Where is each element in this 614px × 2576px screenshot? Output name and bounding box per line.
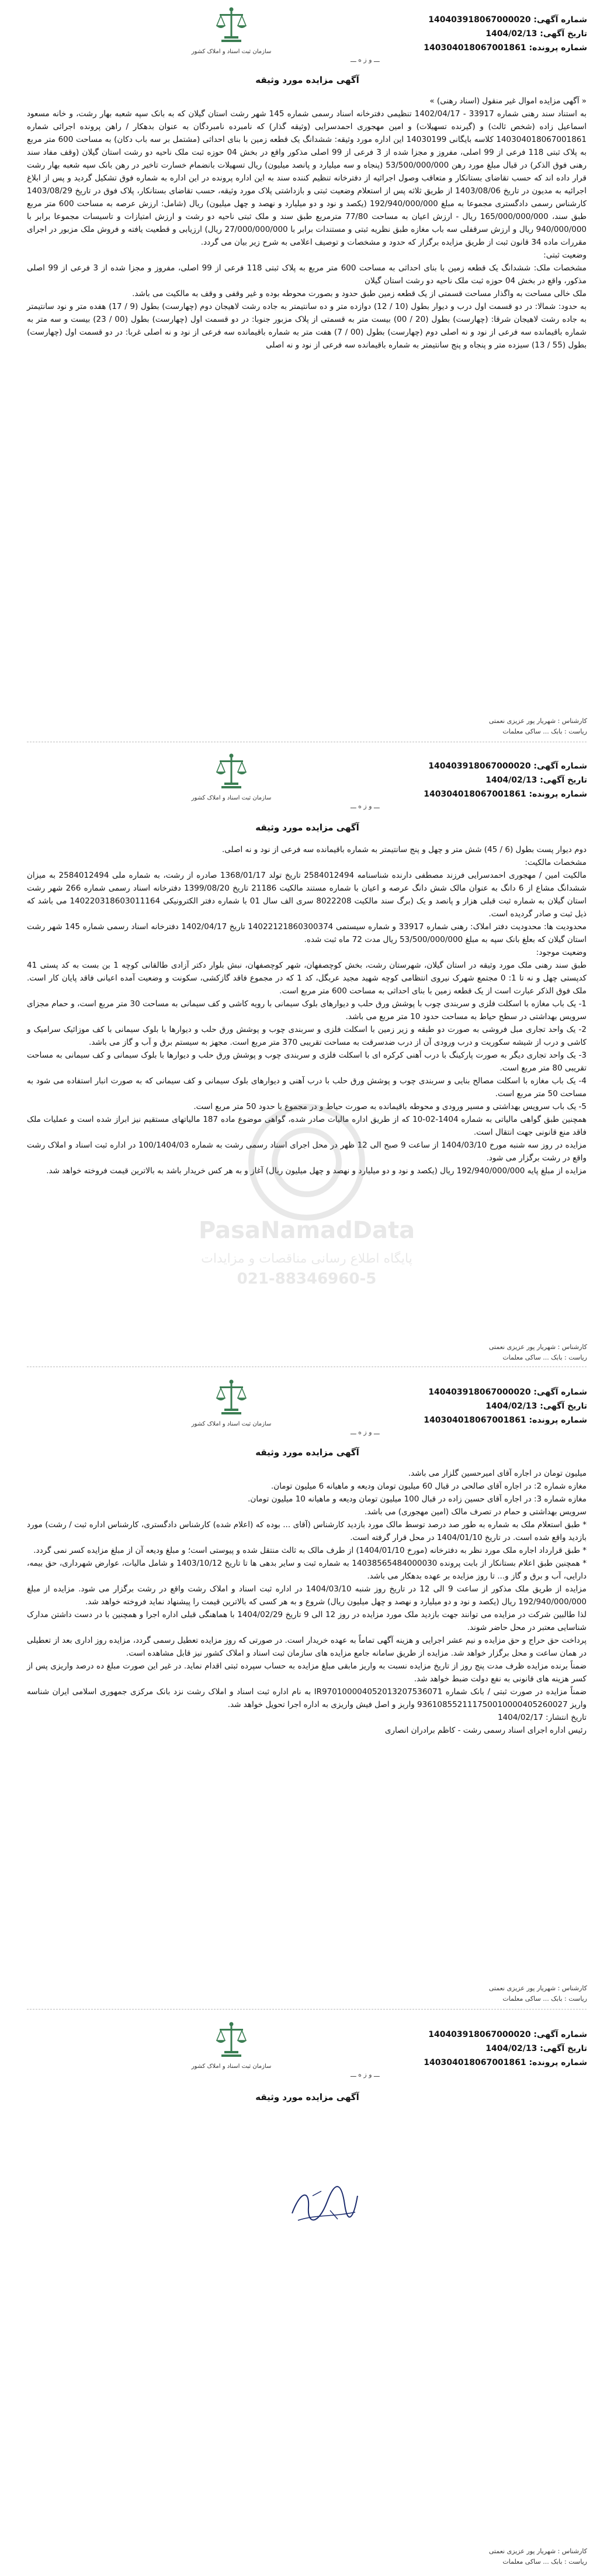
paragraph: مشخصات مالکیت:	[525, 858, 587, 867]
registry-emblem	[185, 6, 278, 55]
dash-mark: ـــ و ز ه ـــ	[351, 1428, 380, 1436]
footer-title: ریاست : بابک ... ساکی معلمات	[502, 1995, 587, 2003]
paragraph: مزایده در روز سه شنبه مورخ 1404/03/10 از ساعت 9 صبح الی 12 ظهر در محل اجرای اسناد رسمی رشت به شماره 100/1404/03 در اداره ثبت اسناد و املاک رشت واقع در رشت برگزار می شود.	[27, 1141, 587, 1163]
footer-title: ریاست : بابک ... ساکی معلمات	[502, 1354, 587, 1361]
paragraph: مشخصات ملک: ششدانگ یک قطعه زمین با بنای احداثی به مساحت 600 متر مربع به پلاک ثبتی 118 فرعی از 99 اصلی، مفروز و مجزا شده از 3 فرعی از 99 اصلی مذکور، واقع در بخش 04 حوزه ثبت ملک ناحیه دو رشت استان گیلان	[27, 263, 587, 286]
notice-footer	[353, 2546, 587, 2567]
file-number: شماره پرونده: 140304018067001861	[424, 2058, 587, 2067]
paragraph: مزایده از طریق ملک مذکور از ساعت 9 الی 12 در تاریخ روز شنبه 1404/03/10 در اداره ثبت اسناد و املاک رشت واقع در رشت برگزار می شود. مزایده از مبلغ 192/940/000/000 ریال (یکصد و نود و دو میلیارد و نهصد و چهل میلیون ریال) شروع و به هر کسی که بالاترین قیمت را پیشنهاد نماید فروخته خواهد شد.	[27, 1584, 587, 1607]
file-number: شماره پرونده: 140304018067001861	[424, 43, 587, 53]
dash-mark: ـــ و ز ه ـــ	[351, 56, 380, 64]
paragraph: 1- یک باب مغازه با اسکلت فلزی و سربندی چوب با پوشش ورق حلب و دیوارهای بلوک سیمانی با رویه کاشی و کف سیمانی به مساحت 30 متر مربع است، و حمام مجزای سرویس بهداشتی در سطح حیاط به مساحت حدود 10 متر مربع می باشد.	[27, 999, 587, 1021]
notice-date: تاریخ آگهی: 1404/02/13	[485, 1402, 587, 1411]
scales-of-justice-icon	[214, 6, 249, 48]
notice-date: تاریخ آگهی: 1404/02/13	[485, 2044, 587, 2053]
paragraph: 3- یک واحد تجاری دیگر به صورت پارکینگ با درب آهنی کرکره ای با اسکلت فلزی و سربندی چوب و پوشش ورق حلب و دیوارها با بلوک سیمانی و کف سیمانی به مساحت تقریبی 80 متر مربع است.	[27, 1051, 587, 1073]
notice-date: تاریخ آگهی: 1404/02/13	[485, 29, 587, 39]
org-name: سازمان ثبت اسناد و املاک کشور	[191, 48, 272, 55]
notice-header	[412, 13, 587, 55]
watermark-brand: PasaNamadData	[198, 1217, 415, 1244]
footer-title: ریاست : بابک ... ساکی معلمات	[502, 728, 587, 735]
paragraph: 5- یک باب سرویس بهداشتی و مسیر ورودی و محوطه باقیمانده به صورت حیاط و در مجموع با حدود 50 متر مربع است.	[193, 1102, 587, 1111]
paragraph: وضعیت موجود:	[536, 948, 587, 957]
notice-number: شماره آگهی: 140403918067000020	[428, 15, 587, 25]
notice-title: آگهی مزایده مورد وثیقه	[255, 1447, 359, 1458]
footer-writer: کارشناس : شهریار پور عزیزی نعمتی	[488, 1984, 587, 1992]
notice-body	[27, 1467, 587, 1737]
notice-footer	[353, 1983, 587, 2004]
registry-emblem	[185, 1378, 278, 1428]
paragraph: دوم دیوار پست بطول (6 / 45) شش متر و چهل و پنج سانتیمتر به شماره باقیمانده سه فرعی از نود و نه اصلی.	[221, 845, 587, 854]
paragraph: « آگهی مزایده اموال غیر منقول (اسناد رهنی) »	[429, 96, 587, 106]
paragraph: رئیس اداره اجرای اسناد رسمی رشت - کاظم برادران انصاری	[384, 1726, 587, 1735]
registry-emblem	[185, 752, 278, 802]
notice-header	[412, 759, 587, 801]
dash-mark: ـــ و ز ه ـــ	[351, 2071, 380, 2078]
paragraph: تاریخ انتشار: 1404/02/17	[497, 1713, 587, 1722]
pasanamad-watermark	[193, 1098, 421, 1291]
paragraph: * طبق استعلام ملک به شماره به طور صد درصد توسط مالک مورد بازدید کارشناس (آقای ... بوده که (اعلام شده) کارشناس دادگستری، کارشناس اداره ثبت / رشت) مورد بازدید واقع شده است. در تاریخ 1404/01/10 در محل قرار گرفته است.	[27, 1520, 587, 1542]
paragraph: لذا طالبین شرکت در مزایده می توانند جهت بازدید ملک مورد مزایده در روز 12 الی 9 تاریخ 1404/02/29 با هماهنگی قبلی اداره اجرا و همچنین با در دست داشتن مدارک شناسایی معتبر در محل حاضر شوند.	[27, 1610, 587, 1632]
org-name: سازمان ثبت اسناد و املاک کشور	[191, 795, 272, 801]
notice-number: شماره آگهی: 140403918067000020	[428, 762, 587, 771]
notice-date: تاریخ آگهی: 1404/02/13	[485, 776, 587, 785]
paragraph: ملک خالی مساحت به واگذار مساحت قسمتی از یک قطعه زمین طبق حدود و بصورت محوطه بوده و غیر وقفی و وقف به مالکیت می باشد.	[132, 289, 587, 298]
footer-writer: کارشناس : شهریار پور عزیزی نعمتی	[488, 2547, 587, 2555]
notice-header	[412, 1385, 587, 1427]
file-number: شماره پرونده: 140304018067001861	[424, 1416, 587, 1425]
org-name: سازمان ثبت اسناد و املاک کشور	[191, 2063, 272, 2070]
paragraph: همچنین طبق گواهی مالیاتی به شماره 1404-02-10 که از طریق اداره مالیات صادر شده، گواهی موضوع ماده 187 مالیاتهای مستقیم نیز ابراز شده است و عملیات ملک فاقد منع قانونی جهت انتقال است.	[27, 1115, 587, 1137]
paragraph: مزایده از مبلغ پایه 192/940/000/000 ریال (یکصد و نود و دو میلیارد و نهصد و چهل میلیون ریال) آغاز و به هر کس خریدار باشد به بالاترین قیمت فروخته خواهد شد.	[46, 1166, 587, 1176]
footer-title: ریاست : بابک ... ساکی معلمات	[502, 2558, 587, 2565]
paragraph: مغازه شماره 2: در اجاره آقای صالحی در قبال 60 میلیون تومان ودیعه و ماهیانه 6 میلیون تومان.	[271, 1482, 587, 1491]
paragraph: وضعیت ثبتی:	[543, 251, 587, 260]
paragraph: میلیون تومان در اجاره آقای امیرحسین گلزار می باشد.	[408, 1469, 587, 1478]
paragraph: محدودیت ها: محدودیت دفتر املاک: رهنی شماره 33917 و شماره سیستمی 14022121860300374 تاریخ 1402/04/17 دفترخانه اسناد رسمی شماره 145 شهر رشت استان گیلان که بعلغ بانک سپه به مبلغ 53/500/000/000 ریال مدت 72 ماه ثبت شده.	[27, 922, 587, 944]
registry-emblem	[185, 2021, 278, 2070]
scales-of-justice-icon	[214, 2021, 249, 2063]
scales-of-justice-icon	[214, 752, 249, 794]
paragraph: 4- یک باب مغازه با اسکلت مصالح بنایی و سربندی چوب و پوشش ورق حلب با درب آهنی و دیوارهای بلوک سیمانی و کف سیمانی که به صورت انبار استفاده می شود به مساحت 50 متر مربع است.	[27, 1076, 587, 1098]
notice-footer	[353, 716, 587, 737]
paragraph: مالکیت امین / مهجوری احمدسرایی فرزند مصطفی دارنده شناسنامه 2584012494 تاریخ تولد 1368/01/17 صادره از رشت، به شماره ملی 2584012494 به میزان ششدانگ مشاع از 6 دانگ به عنوان مالک شش دانگ عرصه و اعیان با شماره مستند مالکیت 21186 تاریخ 1399/08/20 دفترخانه اسناد رسمی شماره 266 شهر رشت استان گیلان به شماره ثبت قبلی هزار و پانصد و یک (برگ سند مالکیت 8022208 سری الف سال 01 با شماره دفتر الکترونیکی 140220318603011164 می باشد که ذیل ثبت و صادر گردیده است.	[27, 871, 587, 919]
handwritten-signature	[286, 2178, 362, 2231]
paragraph: سرویس بهداشتی و حمام در تصرف مالک (امین مهجوری) می باشد.	[365, 1507, 587, 1517]
org-name: سازمان ثبت اسناد و املاک کشور	[191, 1421, 272, 1427]
file-number: شماره پرونده: 140304018067001861	[424, 790, 587, 799]
watermark-phone: 021-88346960-5	[237, 1270, 377, 1288]
paragraph: به حدود: شمالا: در دو قسمت اول درب و دیوار بطول (10 / 12) دوازده متر و ده سانتیمتر به جاده رشت لاهیجان دوم (چهارست) بطول (9 / 17) هفده متر و نود سانتیمتر به جاده رشت لاهیجان شرقا: (چهارست) بطول (20 / 00) بیست متر به قسمتی از پلاک مزبور جنوبا: در دو قسمت اول (چهارست) بطول (00 / 23) بیست و سه متر به شماره باقیمانده سه فرعی از نود و نه اصلی دوم (چهارست) بطول (00 / 7) هفت متر به شماره باقیمانده سه فرعی از نود و نه اصلی غربا: در دو قسمت اول (چهارست) بطول (55 / 13) سیزده متر و پنجاه و پنج سانتیمتر به شماره باقیمانده سه فرعی از نود و نه اصلی	[27, 302, 587, 350]
notice-footer	[353, 1342, 587, 1363]
paragraph: پرداخت حق حراج و حق مزایده و نیم عشر اجرایی و هزینه آگهی تماماً به عهده خریدار است. در صورتی که روز مزایده تعطیل رسمی گردد، مزایده روز اداری بعد از تعطیلی در همان ساعت و محل برگزار خواهد شد. مزایده از طریق سامانه جامع مزایده های سازمان ثبت اسناد و املاک کشور نیز قابل مشاهده است.	[27, 1636, 587, 1658]
watermark-site: پایگاه اطلاع رسانی مناقصات و مزایدات	[201, 1252, 412, 1266]
notice-title: آگهی مزایده مورد وثیقه	[255, 822, 359, 833]
notice-number: شماره آگهی: 140403918067000020	[428, 1388, 587, 1397]
section-divider	[27, 2009, 587, 2010]
paragraph: مغازه شماره 3: در اجاره آقای حسین زاده در قبال 100 میلیون تومان ودیعه و ماهیانه 10 میلیون تومان.	[248, 1494, 587, 1504]
notice-title: آگهی مزایده مورد وثیقه	[255, 2092, 359, 2102]
footer-writer: کارشناس : شهریار پور عزیزی نعمتی	[488, 1343, 587, 1351]
paragraph: * طبق قرارداد اجاره ملک مورد نظر به دفترخانه (مورخ 1404/01/10) از طرف مالک به ثالث منتقل شده و پیوستی است؛ و مبلغ ودیعه آن از مبلغ مزایده کسر نمی گردد.	[33, 1546, 587, 1555]
paragraph: 2- یک واحد تجاری مبل فروشی به صورت دو طبقه و زیر زمین با اسکلت فلزی و سربندی چوب و پوشش ورق حلب و دیوارها با بلوک سیمانی با کف موزائیک سرامیک و کاشی و درب از شیشه سکوریت و درب ورودی آن از درب ضدسرقت به مساحت تقریبی 370 متر مربع است. مجهز به سیستم برق و آب و گاز می باشد.	[27, 1025, 587, 1047]
paragraph: به استناد سند رهنی شماره 33917 - 1402/04/17 تنظیمی دفترخانه اسناد رسمی شماره 145 شهر رشت استان گیلان که به بانک سپه شعبه بهار رشت، و خانه مسعود اسماعیل زاده (شخص ثالث) و (گیرنده تسهیلات) و امین مهجوری احمدسرایی (وثیقه گذار) که نامبرده نامبردگان به عنوان بدهکار / راهن پرونده اجرائی شماره 140304018067001861 کلاسه بایگانی 14030199 این اداره مورد وثیقه: ششدانگ یک قطعه زمین با بنای احداثی (مشتمل بر سه باب دکان) به مساحت 600 متر مربع به پلاک ثبتی 118 فرعی از 99 اصلی، مفروز و مجزا شده از 3 فرعی از 99 اصلی مذکور واقع در بخش 04 حوزه ثبت ملک ناحیه دو رشت استان گیلان (وقف مفاد سند رهنی فوق الذکر) در قبال مبلغ مورد رهن 53/500/000/000 (پنجاه و سه میلیارد و پانصد میلیون) ریال تسهیلات بانضمام خسارت تاخیر در رهن بانک سپه شعبه بهار رشت قرار داده اند که حسب تقاضای بستانکار و متعاقب وصول اجرائیه از دفترخانه تنظیم کننده سند به این اداره پرونده در این اداره به شماره فوق تشکیل گردید و پس از ابلاغ اجرائیه به مدیون در تاریخ 1403/08/06 از طریق ثلاثه پس از استعلام وضعیت ثبتی و بازداشتی پلاک مورد وثیقه، حسب تقاضای بستانکار، پلاک فوق در تاریخ 1403/08/29 کارشناس رسمی دادگستری مجموعا به مبلغ 192/940/000/000 (یکصد و نود و دو میلیارد و نهصد و چهل میلیون) ریال (شامل: ارزش عرصه به مساحت 600 متر مربع طبق سند، 165/000/000/000 ریال - ارزش اعیان به مساحت 77/80 مترمربع طبق سند و ملک ثبتی ناحیه دو رشت و ارزش امتیازات و تاسیسات مجموعا برابر با 940/000/000 ریال و ارزش سرقفلی سه باب مغازه طبق نظریه ثبتی و مستندات برابر با 27/000/000/000 ریال) ارزیابی و قطعیت یافته و فروش ملک مزبور در اجرای مقررات ماده 34 قانون ثبت از طریق مزایده برگزار که حدود و مشخصات و توصیف اعلامی به شرح زیر بیان می گردد.	[27, 109, 587, 247]
paragraph: طبق سند رهنی ملک مورد وثیقه در استان گیلان، شهرستان رشت، بخش کوچصفهان، شهر کوچصفهان، نبش بلوار دکتر آزادی طالقانی کوچه 1 بن بست به کد پستی 41 کدپستی چهل و نه تا 1: 0 مجتمع شهرک نیروی انتظامی کوچه شهید مجید عربگل، کد 1 که در مجموع فاقد گازکشی، سکونت و وضعیت آمده اعیانی فاقد پایان کار است. ملک فوق الذکر عبارت است از یک قطعه زمین با بنای احداثی به مساحت 600 متر مربع است.	[27, 961, 587, 996]
notice-header	[412, 2028, 587, 2070]
scales-of-justice-icon	[214, 1378, 249, 1420]
paragraph: ضمناً برنده مزایده ظرف مدت پنج روز از تاریخ مزایده نسبت به واریز مابقی مبلغ مزایده به حساب سپرده ثبتی اقدام نماید. در غیر این صورت مبلغ ده درصد واریزی پس از کسر هزینه های قانونی به نفع دولت ضبط خواهد شد.	[27, 1661, 587, 1684]
notice-title: آگهی مزایده مورد وثیقه	[255, 75, 359, 85]
notice-number: شماره آگهی: 140403918067000020	[428, 2030, 587, 2039]
paragraph: ضمناً مزایده در صورت ثبتی / بانک شماره IR970100004052013207536071 به نام اداره ثبت اسناد و املاک رشت نزد بانک مرکزی جمهوری اسلامی ایران شناسه واریز 936108552111750010000405260027 واریز و اصل فیش واریزی به اداره اجرا تحویل خواهد شد.	[27, 1687, 587, 1709]
notice-body	[27, 95, 587, 352]
paragraph: * همچنین طبق اعلام بستانکار از بابت پرونده 14038565484000030 به شماره ثبت و سایر بدهی ها تا تاریخ 1403/10/12 و شامل مالیات، عوارض شهرداری، حق بیمه، دارایی، آب و برق و گاز و... تا روز مزایده بر عهده بدهکار می باشد.	[27, 1559, 587, 1581]
footer-writer: کارشناس : شهریار پور عزیزی نعمتی	[488, 717, 587, 725]
dash-mark: ـــ و ز ه ـــ	[351, 802, 380, 810]
